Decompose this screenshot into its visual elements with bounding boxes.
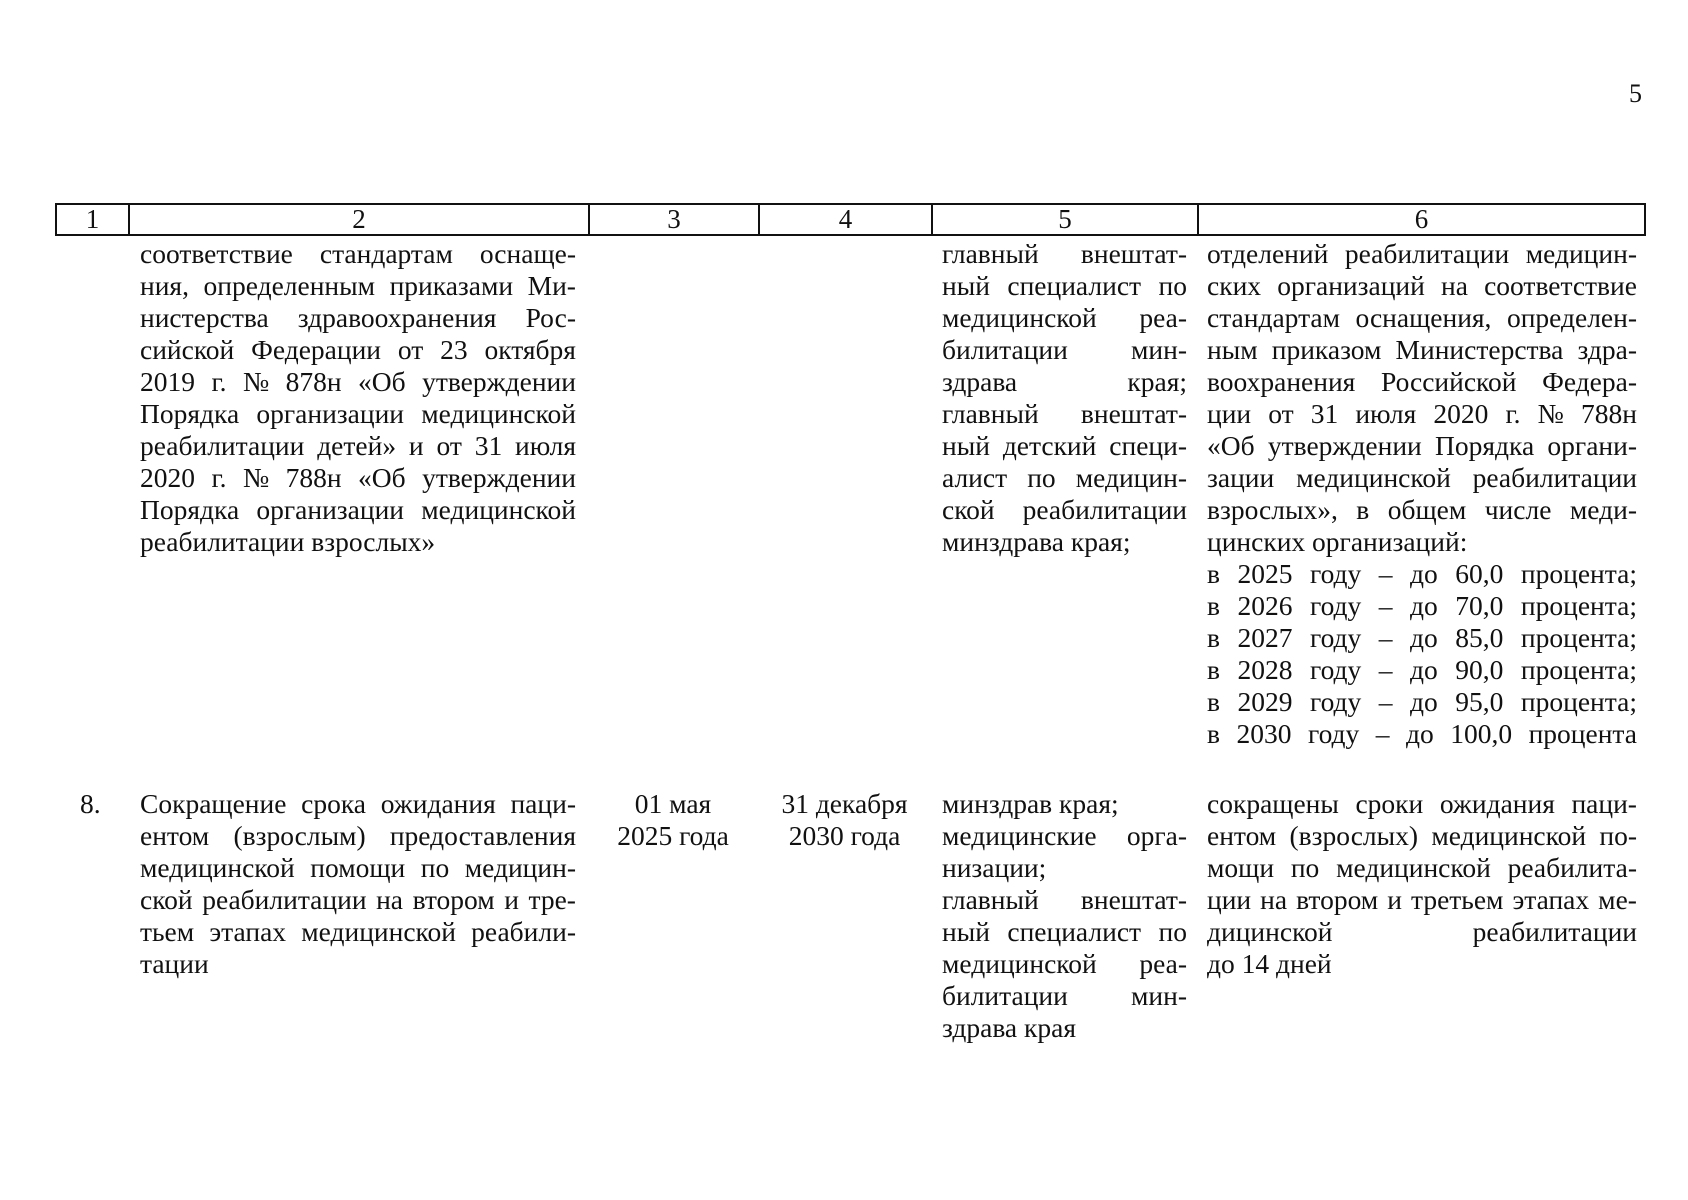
text-line: ентом (взрослых) медицинской по- <box>1207 820 1637 851</box>
text-line: ции от 31 июля 2020 г. № 788н <box>1207 398 1637 429</box>
text-line: сийской Федерации от 23 октября <box>140 334 576 365</box>
text-line: тации <box>140 948 209 979</box>
header-col-6: 6 <box>1197 203 1646 236</box>
text-line: «Об утверждении Порядка органи- <box>1207 430 1637 461</box>
row-number-text: 8. <box>80 788 101 819</box>
text-line: цинских организаций: <box>1207 526 1468 557</box>
text-line: медицинской помощи по медицин- <box>140 852 576 883</box>
row8-start-date <box>588 788 758 852</box>
text-line: низации; <box>942 852 1047 883</box>
row8-end-date <box>758 788 931 852</box>
text-line: медицинской реа- <box>942 302 1187 333</box>
text-line: сокращены сроки ожидания паци- <box>1207 788 1637 819</box>
header-col-3: 3 <box>588 203 758 236</box>
text-line: минздрав края; <box>942 788 1119 819</box>
text-line: Сокращение срока ожидания паци- <box>140 788 576 819</box>
date-line: 31 декабря <box>781 788 908 819</box>
text-line: ентом (взрослым) предоставления <box>140 820 576 851</box>
text-line: билитации мин- <box>942 334 1187 365</box>
text-line: главный внештат- <box>942 238 1187 269</box>
date-line: 01 мая <box>634 788 712 819</box>
text-line: до 14 дней <box>1207 948 1332 979</box>
text-line: ный детский специ- <box>942 430 1187 461</box>
text-line: дицинской реабилитации <box>1207 916 1637 947</box>
text-line: 2020 г. № 788н «Об утверждении <box>140 462 576 493</box>
text-line: соответствие стандартам оснаще- <box>140 238 576 269</box>
text-line: здрава края; <box>942 366 1187 397</box>
text-line: алист по медицин- <box>942 462 1187 493</box>
row8-col2-text <box>140 788 576 980</box>
text-line: реабилитации взрослых» <box>140 526 436 557</box>
text-line: ских организаций на соответствие <box>1207 270 1637 301</box>
text-line: Порядка организации медицинской <box>140 398 576 429</box>
text-line: ской реабилитации <box>942 494 1187 525</box>
text-line: медицинские орга- <box>942 820 1187 851</box>
row8-col6-text <box>1207 788 1637 980</box>
text-line: главный внештат- <box>942 398 1187 429</box>
row-number <box>80 788 120 820</box>
header-col-1: 1 <box>55 203 128 236</box>
text-line: в 2028 году – до 90,0 процента; <box>1207 654 1637 685</box>
text-line: ции на втором и третьем этапах ме- <box>1207 884 1637 915</box>
page-number: 5 <box>1629 79 1642 108</box>
text-line: в 2026 году – до 70,0 процента; <box>1207 590 1637 621</box>
header-col-2: 2 <box>128 203 588 236</box>
text-line: медицинской реа- <box>942 948 1187 979</box>
text-line: Порядка организации медицинской <box>140 494 576 525</box>
text-line: ный специалист по <box>942 270 1187 301</box>
text-line: в 2027 году – до 85,0 процента; <box>1207 622 1637 653</box>
header-col-5: 5 <box>931 203 1197 236</box>
continued-col5-text <box>942 238 1187 558</box>
row8-col5-text <box>942 788 1187 1044</box>
text-line: тьем этапах медицинской реабили- <box>140 916 576 947</box>
text-line: в 2030 году – до 100,0 процента <box>1207 718 1637 749</box>
text-line: воохранения Российской Федера- <box>1207 366 1637 397</box>
date-line: 2025 года <box>617 820 729 851</box>
text-line: билитации мин- <box>942 980 1187 1011</box>
text-line: зации медицинской реабилитации <box>1207 462 1637 493</box>
text-line: минздрава края; <box>942 526 1131 557</box>
text-line: стандартам оснащения, определен- <box>1207 302 1637 333</box>
text-line: отделений реабилитации медицин- <box>1207 238 1637 269</box>
continued-col2-text <box>140 238 576 558</box>
text-line: взрослых», в общем числе меди- <box>1207 494 1637 525</box>
text-line: нистерства здравоохранения Рос- <box>140 302 576 333</box>
text-line: в 2029 году – до 95,0 процента; <box>1207 686 1637 717</box>
text-line: мощи по медицинской реабилита- <box>1207 852 1637 883</box>
text-line: реабилитации детей» и от 31 июля <box>140 430 576 461</box>
text-line: 2019 г. № 878н «Об утверждении <box>140 366 576 397</box>
text-line: ской реабилитации на втором и тре- <box>140 884 576 915</box>
text-line: здрава края <box>942 1012 1076 1043</box>
text-line: ным приказом Министерства здра- <box>1207 334 1637 365</box>
date-line: 2030 года <box>788 820 901 851</box>
continued-col6-text <box>1207 238 1637 750</box>
text-line: главный внештат- <box>942 884 1187 915</box>
text-line: ный специалист по <box>942 916 1187 947</box>
header-col-4: 4 <box>758 203 931 236</box>
text-line: ния, определенным приказами Ми- <box>140 270 576 301</box>
text-line: в 2025 году – до 60,0 процента; <box>1207 558 1637 589</box>
